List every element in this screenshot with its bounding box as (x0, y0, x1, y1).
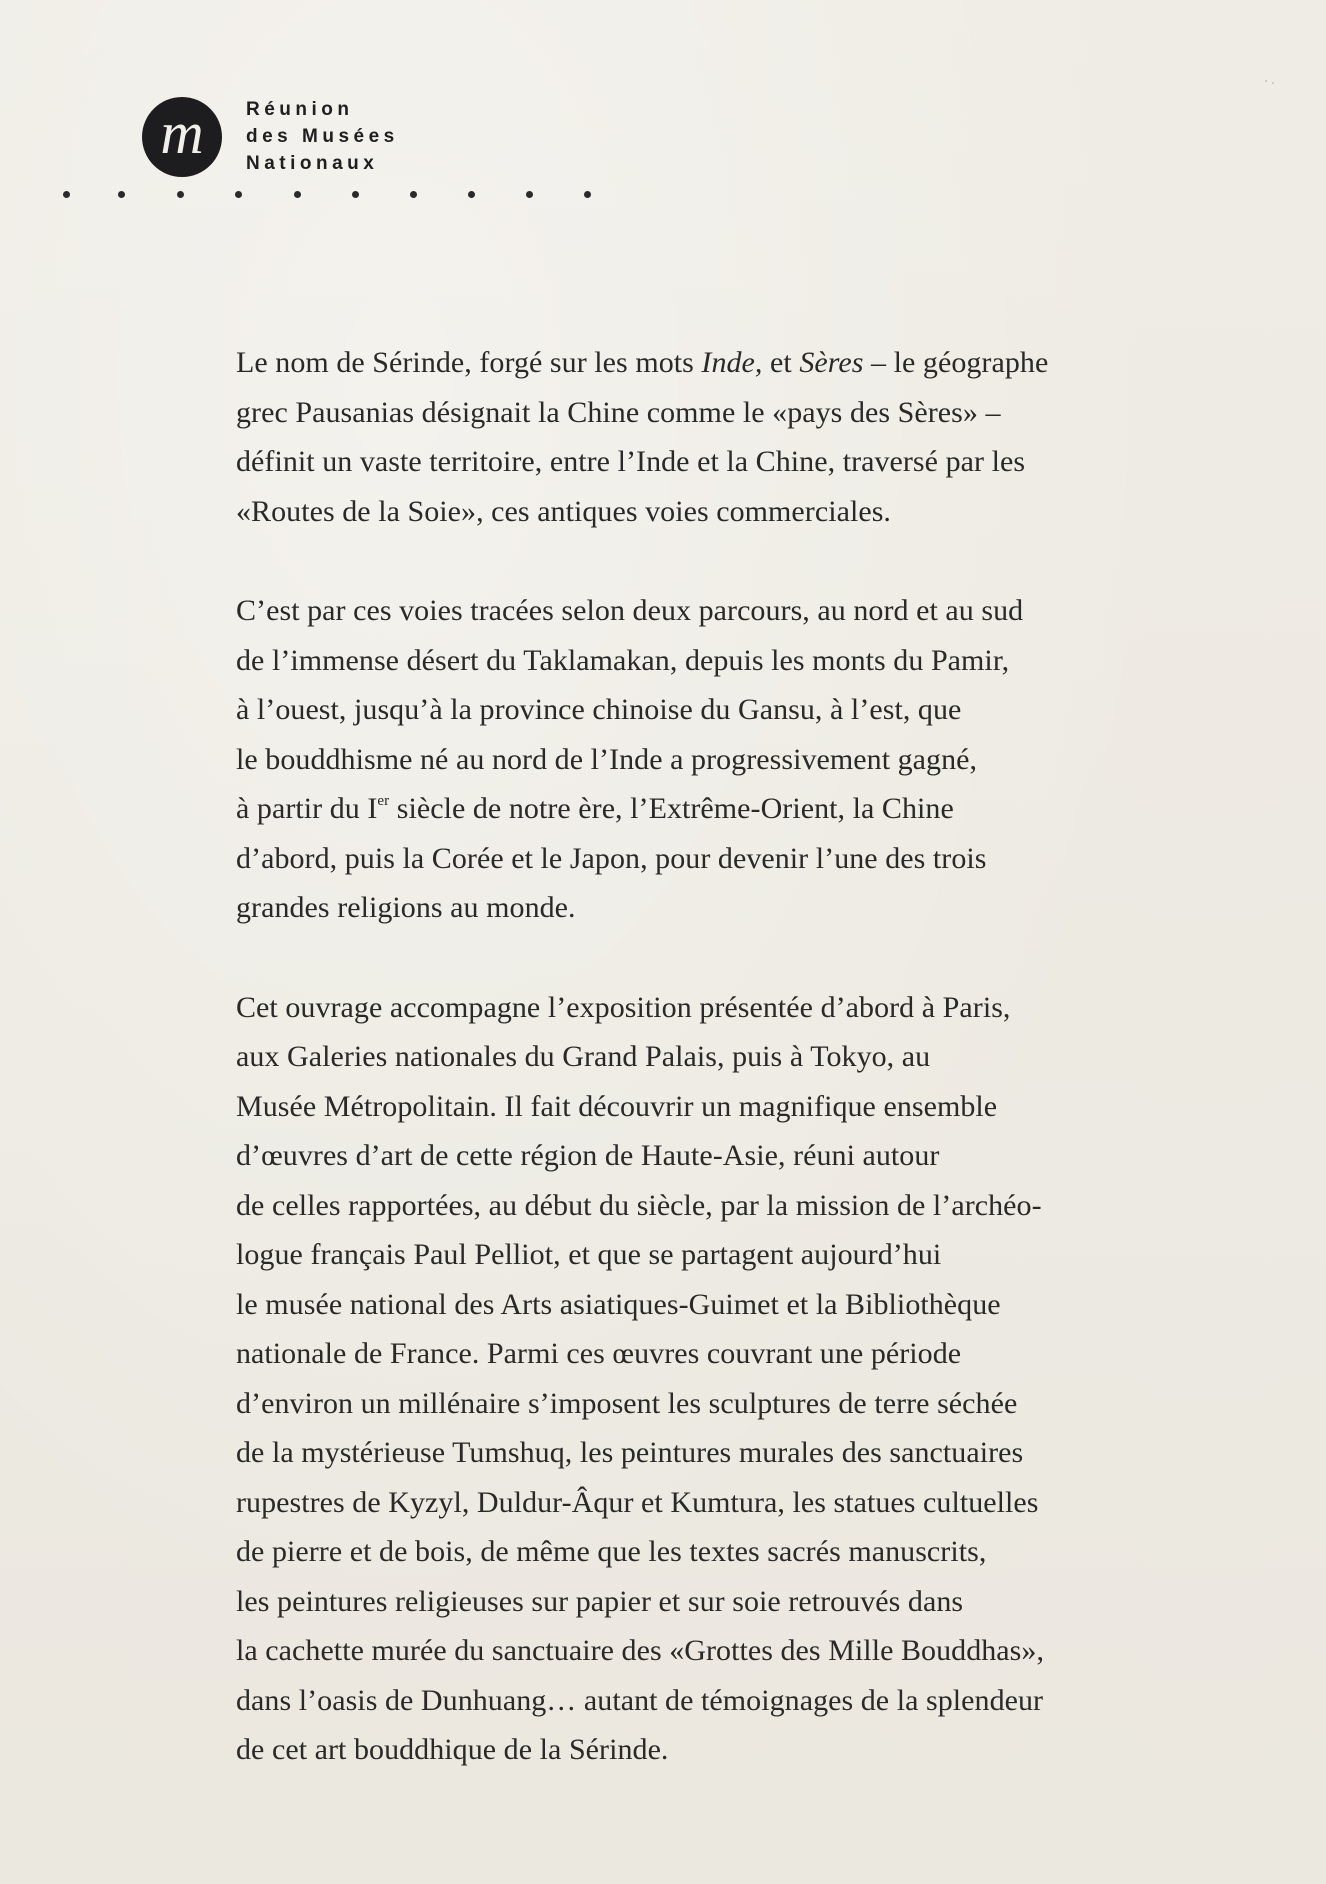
text-line (236, 883, 1246, 933)
publisher-logo (142, 96, 399, 177)
text-run: le bouddhisme né au nord de l’Inde a progressivement gagné, (236, 742, 978, 776)
text-run: logue français Paul Pelliot, et que se partagent aujourd’hui (236, 1238, 942, 1271)
text-run: aux Galeries nationales du Grand Palais, puis à Tokyo, au (236, 1040, 931, 1073)
paragraph (236, 983, 1246, 1775)
text-line (236, 1626, 1246, 1676)
text-line (236, 1329, 1246, 1379)
italic-run: Sères (799, 346, 864, 379)
publisher-name-line: des Musées (246, 126, 399, 147)
text-run: et (762, 346, 800, 379)
text-line (236, 1280, 1246, 1330)
text-run: de l’immense désert du Taklamakan, depuis les monts du Pamir, (236, 643, 1010, 677)
text-run: d’environ un millénaire s’imposent les sculptures de terre séchée (236, 1386, 1018, 1420)
text-line (236, 636, 1246, 686)
text-line (236, 1478, 1246, 1528)
text-run: la cachette murée du sanctuaire des «Grottes des Mille Bouddhas», (236, 1634, 1044, 1667)
text-line (236, 834, 1246, 884)
text-run: grec Pausanias désignait la Chine comme le «pays des Sères» – (236, 395, 1001, 429)
text-line (236, 1032, 1246, 1082)
text-line (236, 983, 1246, 1033)
body-text (236, 338, 1246, 1825)
text-run: définit un vaste territoire, entre l’Inde et la Chine, traversé par les (236, 445, 1026, 478)
superscript-run: er (377, 793, 390, 809)
decorative-dot (294, 191, 301, 198)
text-line (236, 1379, 1246, 1429)
paper-speck-mark (1264, 78, 1276, 86)
text-run: – le géographe (863, 346, 1049, 379)
text-line (236, 784, 1246, 834)
text-run: à l’ouest, jusqu’à la province chinoise du Gansu, à l’est, que (236, 693, 962, 726)
publisher-name-line: Nationaux (246, 153, 379, 174)
text-run: grandes religions au monde. (236, 891, 576, 924)
decorative-dot (352, 191, 359, 198)
text-line (236, 487, 1246, 537)
decorative-dot (63, 191, 70, 198)
text-line (236, 1577, 1246, 1627)
decorative-dot-row (63, 191, 593, 201)
text-run: d’œuvres d’art de cette région de Haute-Asie, réuni autour (236, 1139, 940, 1172)
rmn-m-monogram-icon (142, 97, 222, 177)
decorative-dot (584, 191, 591, 198)
text-line (236, 1131, 1246, 1181)
text-run: de cet art bouddhique de la Sérinde. (236, 1733, 669, 1766)
text-run: d’abord, puis la Corée et le Japon, pour devenir l’une des trois (236, 841, 987, 875)
text-run: dans l’oasis de Dunhuang… autant de témoignages de la splendeur (236, 1683, 1044, 1717)
decorative-dot (468, 191, 475, 198)
text-run: de pierre et de bois, de même que les textes sacrés manuscrits, (236, 1535, 987, 1568)
text-line (236, 1181, 1246, 1231)
text-run: le musée national des Arts asiatiques-Guimet et la Bibliothèque (236, 1287, 1001, 1321)
text-line (236, 1428, 1246, 1478)
decorative-dot (526, 191, 533, 198)
decorative-dot (118, 191, 125, 198)
text-run: siècle de notre ère, l’Extrême-Orient, la Chine (389, 792, 954, 825)
text-line (236, 388, 1246, 438)
publisher-name-line: Réunion (246, 99, 354, 120)
text-line (236, 685, 1246, 735)
text-run: Musée Métropolitain. Il fait découvrir un magnifique ensemble (236, 1089, 998, 1123)
text-line (236, 1082, 1246, 1132)
italic-run: Inde, (701, 346, 763, 379)
text-run: nationale de France. Parmi ces œuvres couvrant une période (236, 1337, 962, 1370)
text-line (236, 1230, 1246, 1280)
paragraph (236, 338, 1246, 536)
text-run: Cet ouvrage accompagne l’exposition présentée d’abord à Paris, (236, 990, 1011, 1024)
text-run: rupestres de Kyzyl, Duldur-Âqur et Kumtura, les statues cultuelles (236, 1485, 1039, 1519)
text-line (236, 338, 1246, 388)
text-line (236, 437, 1246, 487)
text-line (236, 1725, 1246, 1775)
text-run: Le nom de Sérinde, forgé sur les mots (236, 346, 702, 379)
text-line (236, 1676, 1246, 1726)
decorative-dot (410, 191, 417, 198)
decorative-dot (177, 191, 184, 198)
paragraph (236, 586, 1246, 933)
text-run: de celles rapportées, au début du siècle, par la mission de l’archéo- (236, 1188, 1042, 1222)
text-run: C’est par ces voies tracées selon deux parcours, au nord et au sud (236, 594, 1024, 627)
text-line (236, 586, 1246, 636)
text-run: à partir du I (236, 792, 378, 825)
text-line (236, 1527, 1246, 1577)
decorative-dot (235, 191, 242, 198)
text-run: les peintures religieuses sur papier et sur soie retrouvés dans (236, 1584, 964, 1618)
text-run: de la mystérieuse Tumshuq, les peintures murales des sanctuaires (236, 1436, 1024, 1469)
publisher-name (246, 96, 399, 177)
text-run: «Routes de la Soie», ces antiques voies commerciales. (236, 494, 891, 528)
text-line (236, 735, 1246, 785)
svg-text:m: m (160, 99, 204, 166)
